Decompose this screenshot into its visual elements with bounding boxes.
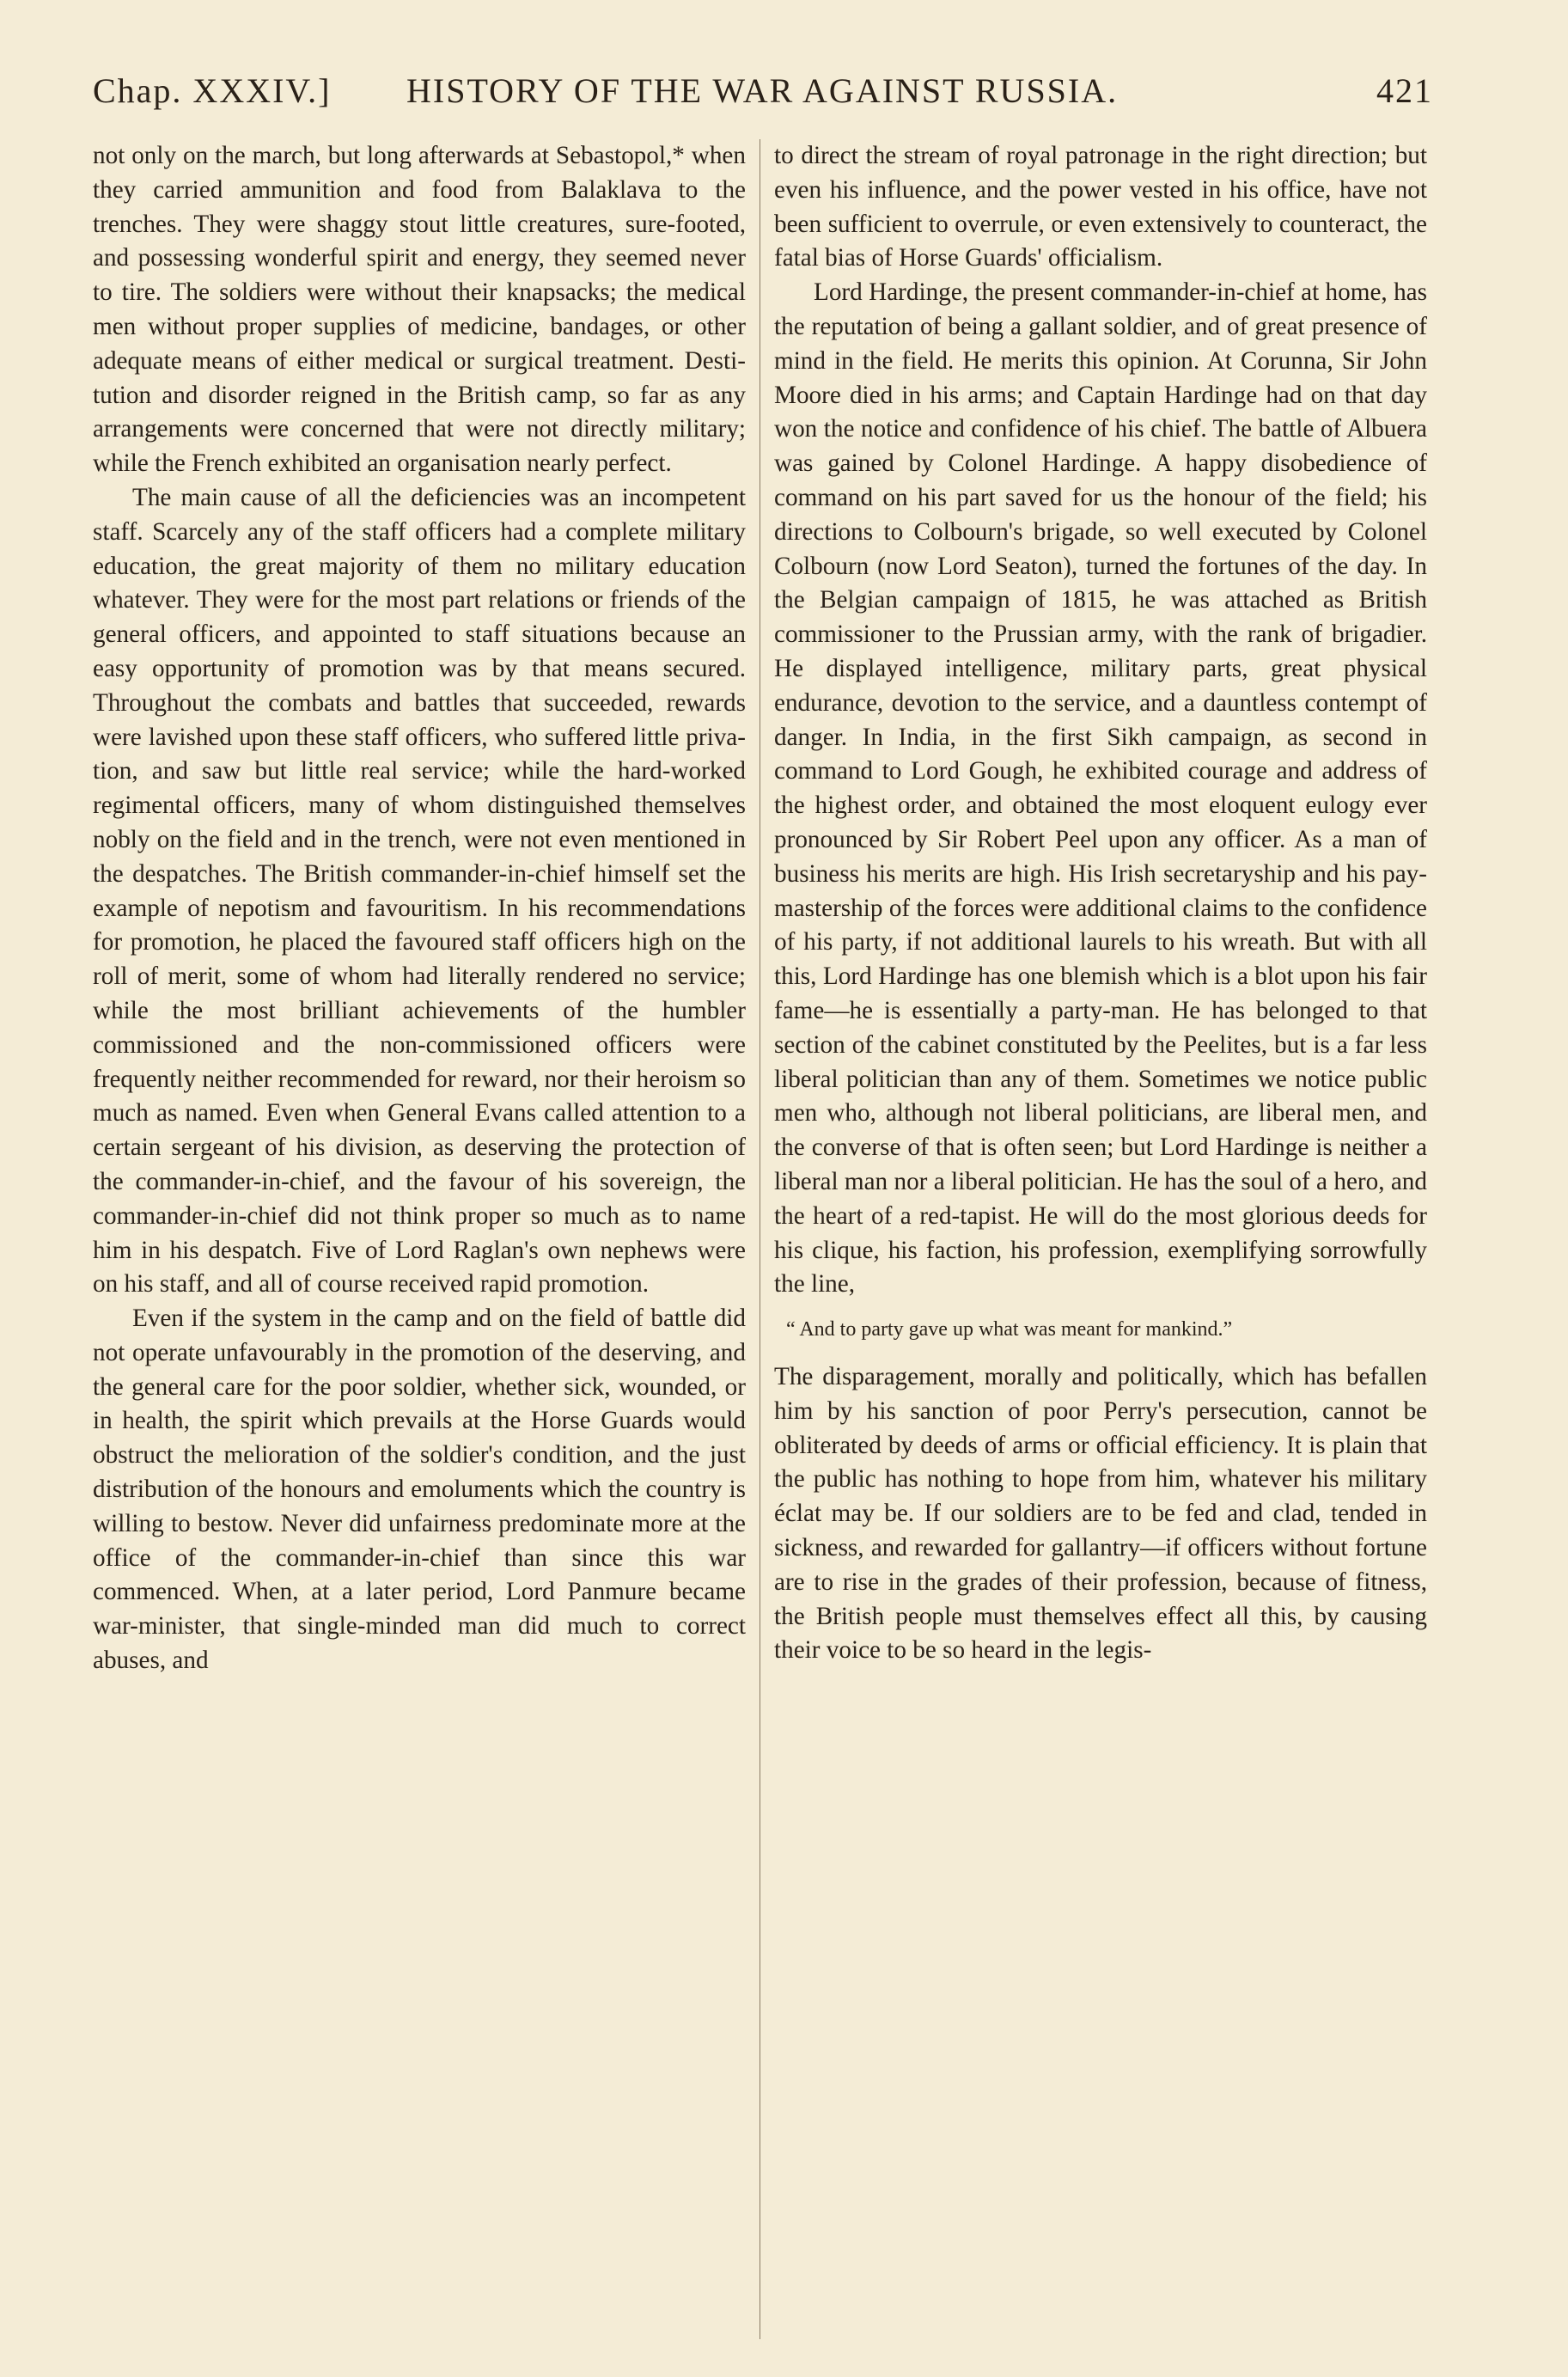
block-quote: “ And to party gave up what was meant for mankind.” <box>786 1318 1233 1341</box>
page-number: 421 <box>1376 71 1433 110</box>
running-title: HISTORY OF THE WAR AGAINST RUSSIA. <box>406 71 1119 110</box>
paragraph: The main cause of all the deficiencies was an incompetent staff. Scarcely any of the staff officers had a complete military education, the great majority of them no military education whatever. They were for the most part relations or friends of the general officers, and appointed to staff situations because an easy opportunity of promotion was by that means secured. Throughout the combats and battles that succeeded, rewards were lavished upon these staff officers, who suffered little privation, and saw but little real service; while the hard-worked regimental officers, many of whom distinguished themselves nobly on the field and in the trench, were not even mentioned in the despatches. The British commander-in-chief himself set the example of nepotism and favouritism. In his recommendations for promotion, he placed the favoured staff officers high on the roll of merit, some of whom had literally rendered no service; while the most brilliant achievements of the humbler commissioned and the non-commissioned officers were frequently neither recommended for reward, nor their heroism so much as named. Even when General Evans called attention to a certain sergeant of his division, as deserving the protection of the commander-in-chief, and the favour of his sovereign, the commander-in-chief did not think proper so much as to name him in his despatch. Five of Lord Raglan's own nephews were on his staff, and all of course received rapid promotion. <box>93 483 746 1298</box>
right-column <box>774 139 1427 1668</box>
paragraph: Lord Hardinge, the present commander-in-chief at home, has the reputation of being a gallant soldier, and of great presence of mind in the field. He merits this opinion. At Corunna, Sir John Moore died in his arms; and Captain Hardinge had on that day won the notice and confidence of his chief. The battle of Albuera was gained by Colonel Hardinge. A happy disobedience of command on his part saved for us the honour of the field; his directions to Colbourn's brigade, so well executed by Colonel Colbourn (now Lord Seaton), turned the fortunes of the day. In the Belgian campaign of 1815, he was attached as British commissioner to the Prussian army, with the rank of brigadier. He displayed intelligence, military parts, great physical endurance, devotion to the service, and a dauntless contempt of danger. In India, in the first Sikh campaign, as second in command to Lord Gough, he exhibited courage and address of the highest order, and obtained the most eloquent eulogy ever pronounced by Sir Robert Peel upon any officer. As a man of business his merits are high. His Irish secretaryship and his paymastership of the forces were additional claims to the confidence of his party, if not additional laurels to his wreath. But with all this, Lord Hardinge has one blemish which is a blot upon his fair fame—he is essentially a party-man. He has belonged to that section of the cabinet constituted by the Peelites, but is a far less liberal politician than any of them. Sometimes we notice public men who, although not liberal politicians, are liberal men, and the converse of that is often seen; but Lord Hardinge is neither a liberal man nor a liberal politician. He has the soul of a hero, and the heart of a red-tapist. He will do the most glorious deeds for his clique, his faction, his profession, exemplifying sorrowfully the line, <box>774 278 1427 1298</box>
running-header <box>93 70 1433 122</box>
paragraph: The disparagement, morally and politically, which has befallen him by his sanction of poor Perry's persecution, cannot be obliterated by deeds of arms or official efficiency. It is plain that the public has nothing to hope from him, whatever his military éclat may be. If our soldiers are to be fed and clad, tended in sickness, and rewarded for gallantry—if officers without fortune are to rise in the grades of their profession, because of fitness, the British people must themselves effect all this, by causing their voice to be so heard in the legis- <box>774 1363 1427 1665</box>
paragraph: not only on the march, but long afterwards at Sebastopol,* when they carried ammunition and food from Balaklava to the trenches. They were shaggy stout little creatures, sure-footed, and possessing wonderful spirit and energy, they seemed never to tire. The soldiers were without their knapsacks; the medical men without proper supplies of medicine, bandages, or other adequate means of either medical or surgical treatment. Destitution and disorder reigned in the British camp, so far as any arrangements were concerned that were not directly military; while the French exhibited an organisation nearly perfect. <box>93 142 746 478</box>
left-column <box>93 139 746 1678</box>
paragraph: Even if the system in the camp and on the field of battle did not operate unfavourably in the promotion of the deserving, and the general care for the poor soldier, whether sick, wounded, or in health, the spirit which prevails at the Horse Guards would obstruct the melioration of the soldier's condition, and the just distribution of the honours and emoluments which the country is willing to bestow. Never did unfairness predominate more at the office of the commander-in-chief than since this war commenced. When, at a later period, Lord Panmure became war-minister, that single-minded man did much to correct abuses, and <box>93 1305 746 1675</box>
paragraph: to direct the stream of royal patronage in the right direction; but even his influence, and the power vested in his office, have not been sufficient to overrule, or even extensively to counteract, the fatal bias of Horse Guards' officialism. <box>774 142 1427 272</box>
chapter-label: Chap. XXXIV.] <box>93 71 332 110</box>
